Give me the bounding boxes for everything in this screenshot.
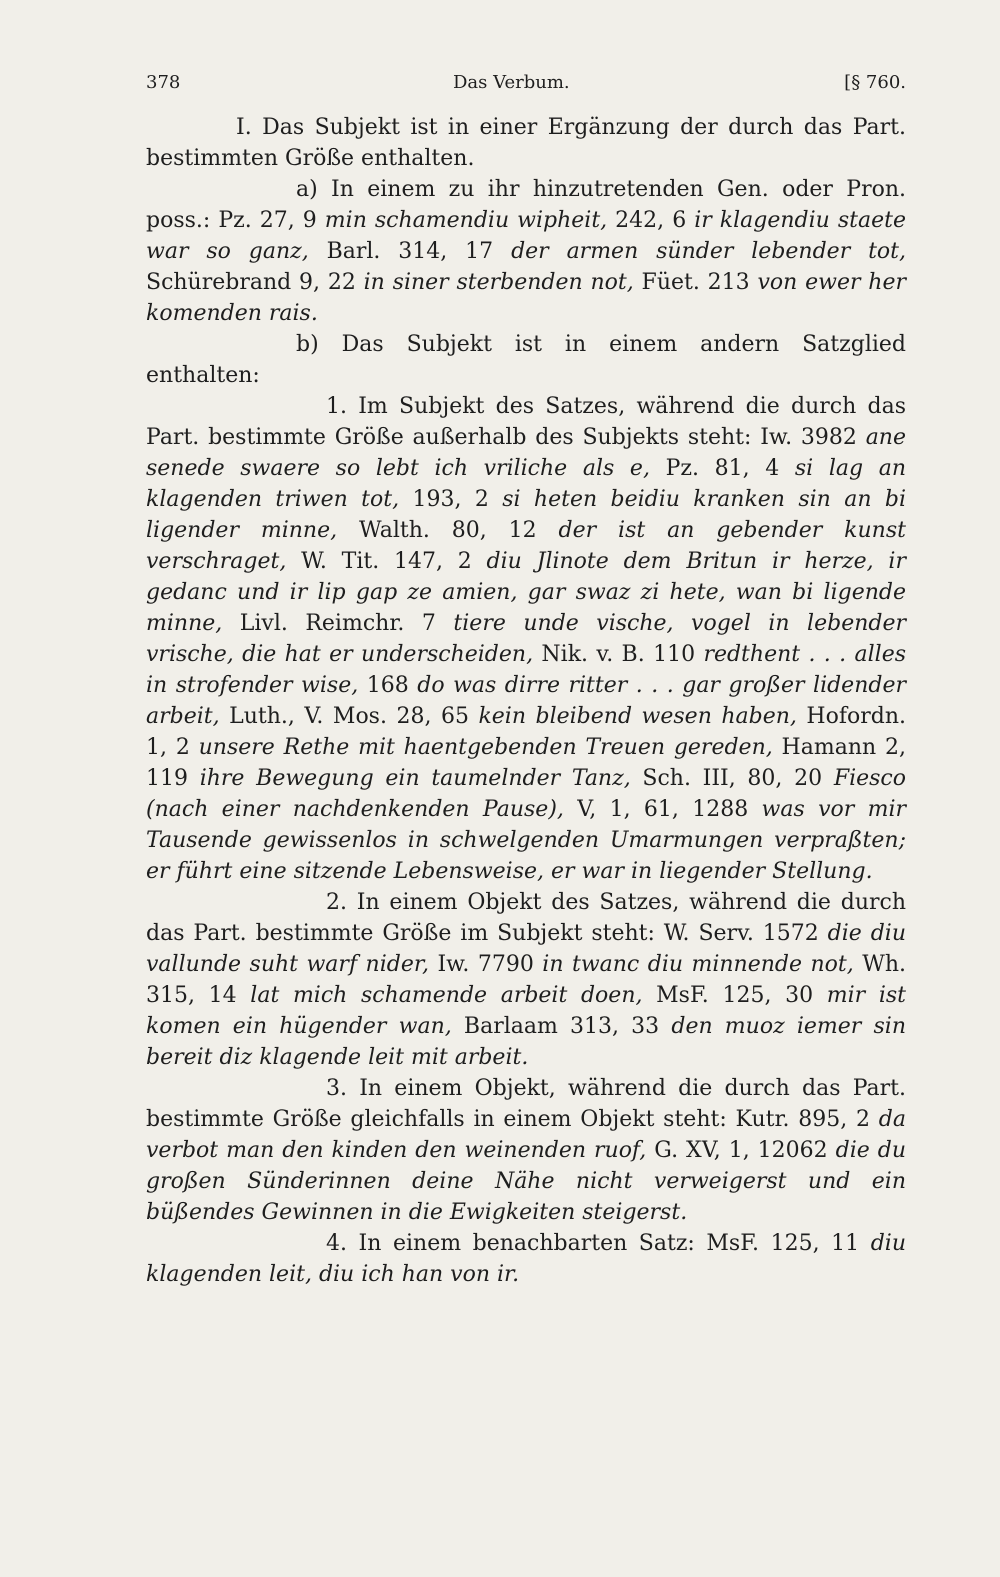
paragraph (146, 1073, 906, 1228)
paragraph (146, 112, 906, 174)
citation-quote: in siner sterbenden not, (363, 270, 634, 295)
text-run: V, 1, 61, 1288 (563, 797, 762, 822)
text-run: 168 (358, 673, 418, 698)
text-run: 193, 2 (399, 487, 503, 512)
text-run: MsF. 125, 30 (642, 983, 827, 1008)
text-run: Barlaam 313, 33 (451, 1014, 672, 1039)
text-run: I. Das Subjekt ist in einer Ergänzung der durch das Part. bestimmten Größe enthalten. (146, 115, 906, 171)
citation-quote: tiere unde vische, vogel in lebender vrische, die hat er underscheiden, (146, 611, 907, 667)
paragraph (146, 391, 906, 887)
text-run: Iw. 7790 (428, 952, 543, 977)
citation-quote: von ewer her komenden rais. (146, 270, 906, 326)
text-run: Wh. 315, 14 (146, 952, 906, 1008)
text-run: G. XV, 1, 12062 (646, 1138, 836, 1163)
text-run: 242, 6 (607, 208, 695, 233)
citation-quote: ir klagendiu staete war so ganz, (146, 208, 906, 264)
text-run: Schürebrand 9, 22 (146, 270, 364, 295)
text-run: Hofordn. 1, 2 (146, 704, 906, 760)
citation-quote: lat mich schamende arbeit doen, (250, 983, 643, 1008)
running-title: Das Verbum. (453, 72, 570, 93)
text-run: 3. In einem Objekt, während die durch das Part. bestimmte Größe gleichfalls in einem Objekt steht: Kutr. 895, 2 (146, 1076, 906, 1132)
text-run: Livl. Reimchr. 7 (222, 611, 454, 636)
citation-quote: do was dirre ritter . . . gar großer lidender arbeit, (146, 673, 906, 729)
paragraph (146, 174, 906, 329)
text-run: 4. In einem benachbarten Satz: MsF. 125, 11 (326, 1231, 871, 1256)
citation-quote: was vor mir Tausende gewissenlos in schwelgenden Umarmungen verpraßten; er führt eine sitzende Lebensweise, er war in liegender Stellung. (146, 797, 906, 884)
citation-quote: min schamendiu wipheit, (324, 208, 608, 233)
text-run: Walth. 80, 12 (337, 518, 559, 543)
text-run: 2. In einem Objekt des Satzes, während die durch das Part. bestimmte Größe im Subjekt steht: W. Serv. 1572 (146, 890, 906, 946)
citation-quote: redthent . . . alles in strofender wise, (146, 642, 907, 698)
running-head (146, 66, 906, 100)
citation-quote: diu klagenden leit, diu ich han von ir. (146, 1231, 906, 1287)
citation-quote: die du großen Sünderinnen deine Nähe nicht verweigerst und ein büßendes Gewinnen in die Ewigkeiten steigerst. (146, 1138, 907, 1225)
text-run: W. Tit. 147, 2 (286, 549, 487, 574)
citation-quote: diu Jlinote dem Britun ir herze, ir gedanc und ir lip gap ze amien, gar swaz zi hete, wan bi ligende minne, (146, 549, 906, 636)
citation-quote: die diu vallunde suht warf nider, (146, 921, 907, 977)
section-reference: [§ 760. (844, 72, 906, 93)
citation-quote: si lag an klagenden triwen tot, (146, 456, 907, 512)
text-run: Nik. v. B. 110 (533, 642, 704, 667)
text-run: Luth., V. Mos. 28, 65 (219, 704, 479, 729)
text-run: Barl. 314, 17 (308, 239, 512, 264)
page-number: 378 (146, 72, 181, 93)
paragraph (146, 329, 906, 391)
text-run: Sch. III, 80, 20 (630, 766, 834, 791)
body-text (146, 112, 906, 1290)
citation-quote: mir ist komen ein hügender wan, (146, 983, 906, 1039)
citation-quote: Fiesco (nach einer nachdenkenden Pause), (146, 766, 906, 822)
citation-quote: da verbot man den kinden den weinenden ruof, (146, 1107, 906, 1163)
citation-quote: unsere Rethe mit haentgebenden Treuen gereden, (198, 735, 773, 760)
citation-quote: ihre Bewegung ein taumelnder Tanz, (199, 766, 631, 791)
citation-quote: der armen sünder lebender tot, (511, 239, 907, 264)
text-run: b) Das Subjekt ist in einem andern Satzglied enthalten: (146, 332, 906, 388)
paragraph (146, 1228, 906, 1290)
text-run: Füet. 213 (633, 270, 758, 295)
citation-quote: der ist an gebender kunst verschraget, (146, 518, 906, 574)
citation-quote: kein bleibend wesen haben, (478, 704, 797, 729)
citation-quote: den muoz iemer sin bereit diz klagende leit mit arbeit. (146, 1014, 906, 1070)
text-run: Pz. 81, 4 (649, 456, 795, 481)
citation-quote: si heten beidiu kranken sin an bi ligender minne, (146, 487, 906, 543)
citation-quote: in twanc diu minnende not, (542, 952, 854, 977)
text-run: Hamann 2, 119 (146, 735, 906, 791)
citation-quote: ane senede swaere so lebt ich vriliche als e, (146, 425, 906, 481)
text-run: 1. Im Subjekt des Satzes, während die durch das Part. bestimmte Größe außerhalb des Subjekts steht: Iw. 3982 (146, 394, 906, 450)
paragraph (146, 887, 906, 1073)
text-run: a) In einem zu ihr hinzutretenden Gen. oder Pron. poss.: Pz. 27, 9 (146, 177, 906, 233)
